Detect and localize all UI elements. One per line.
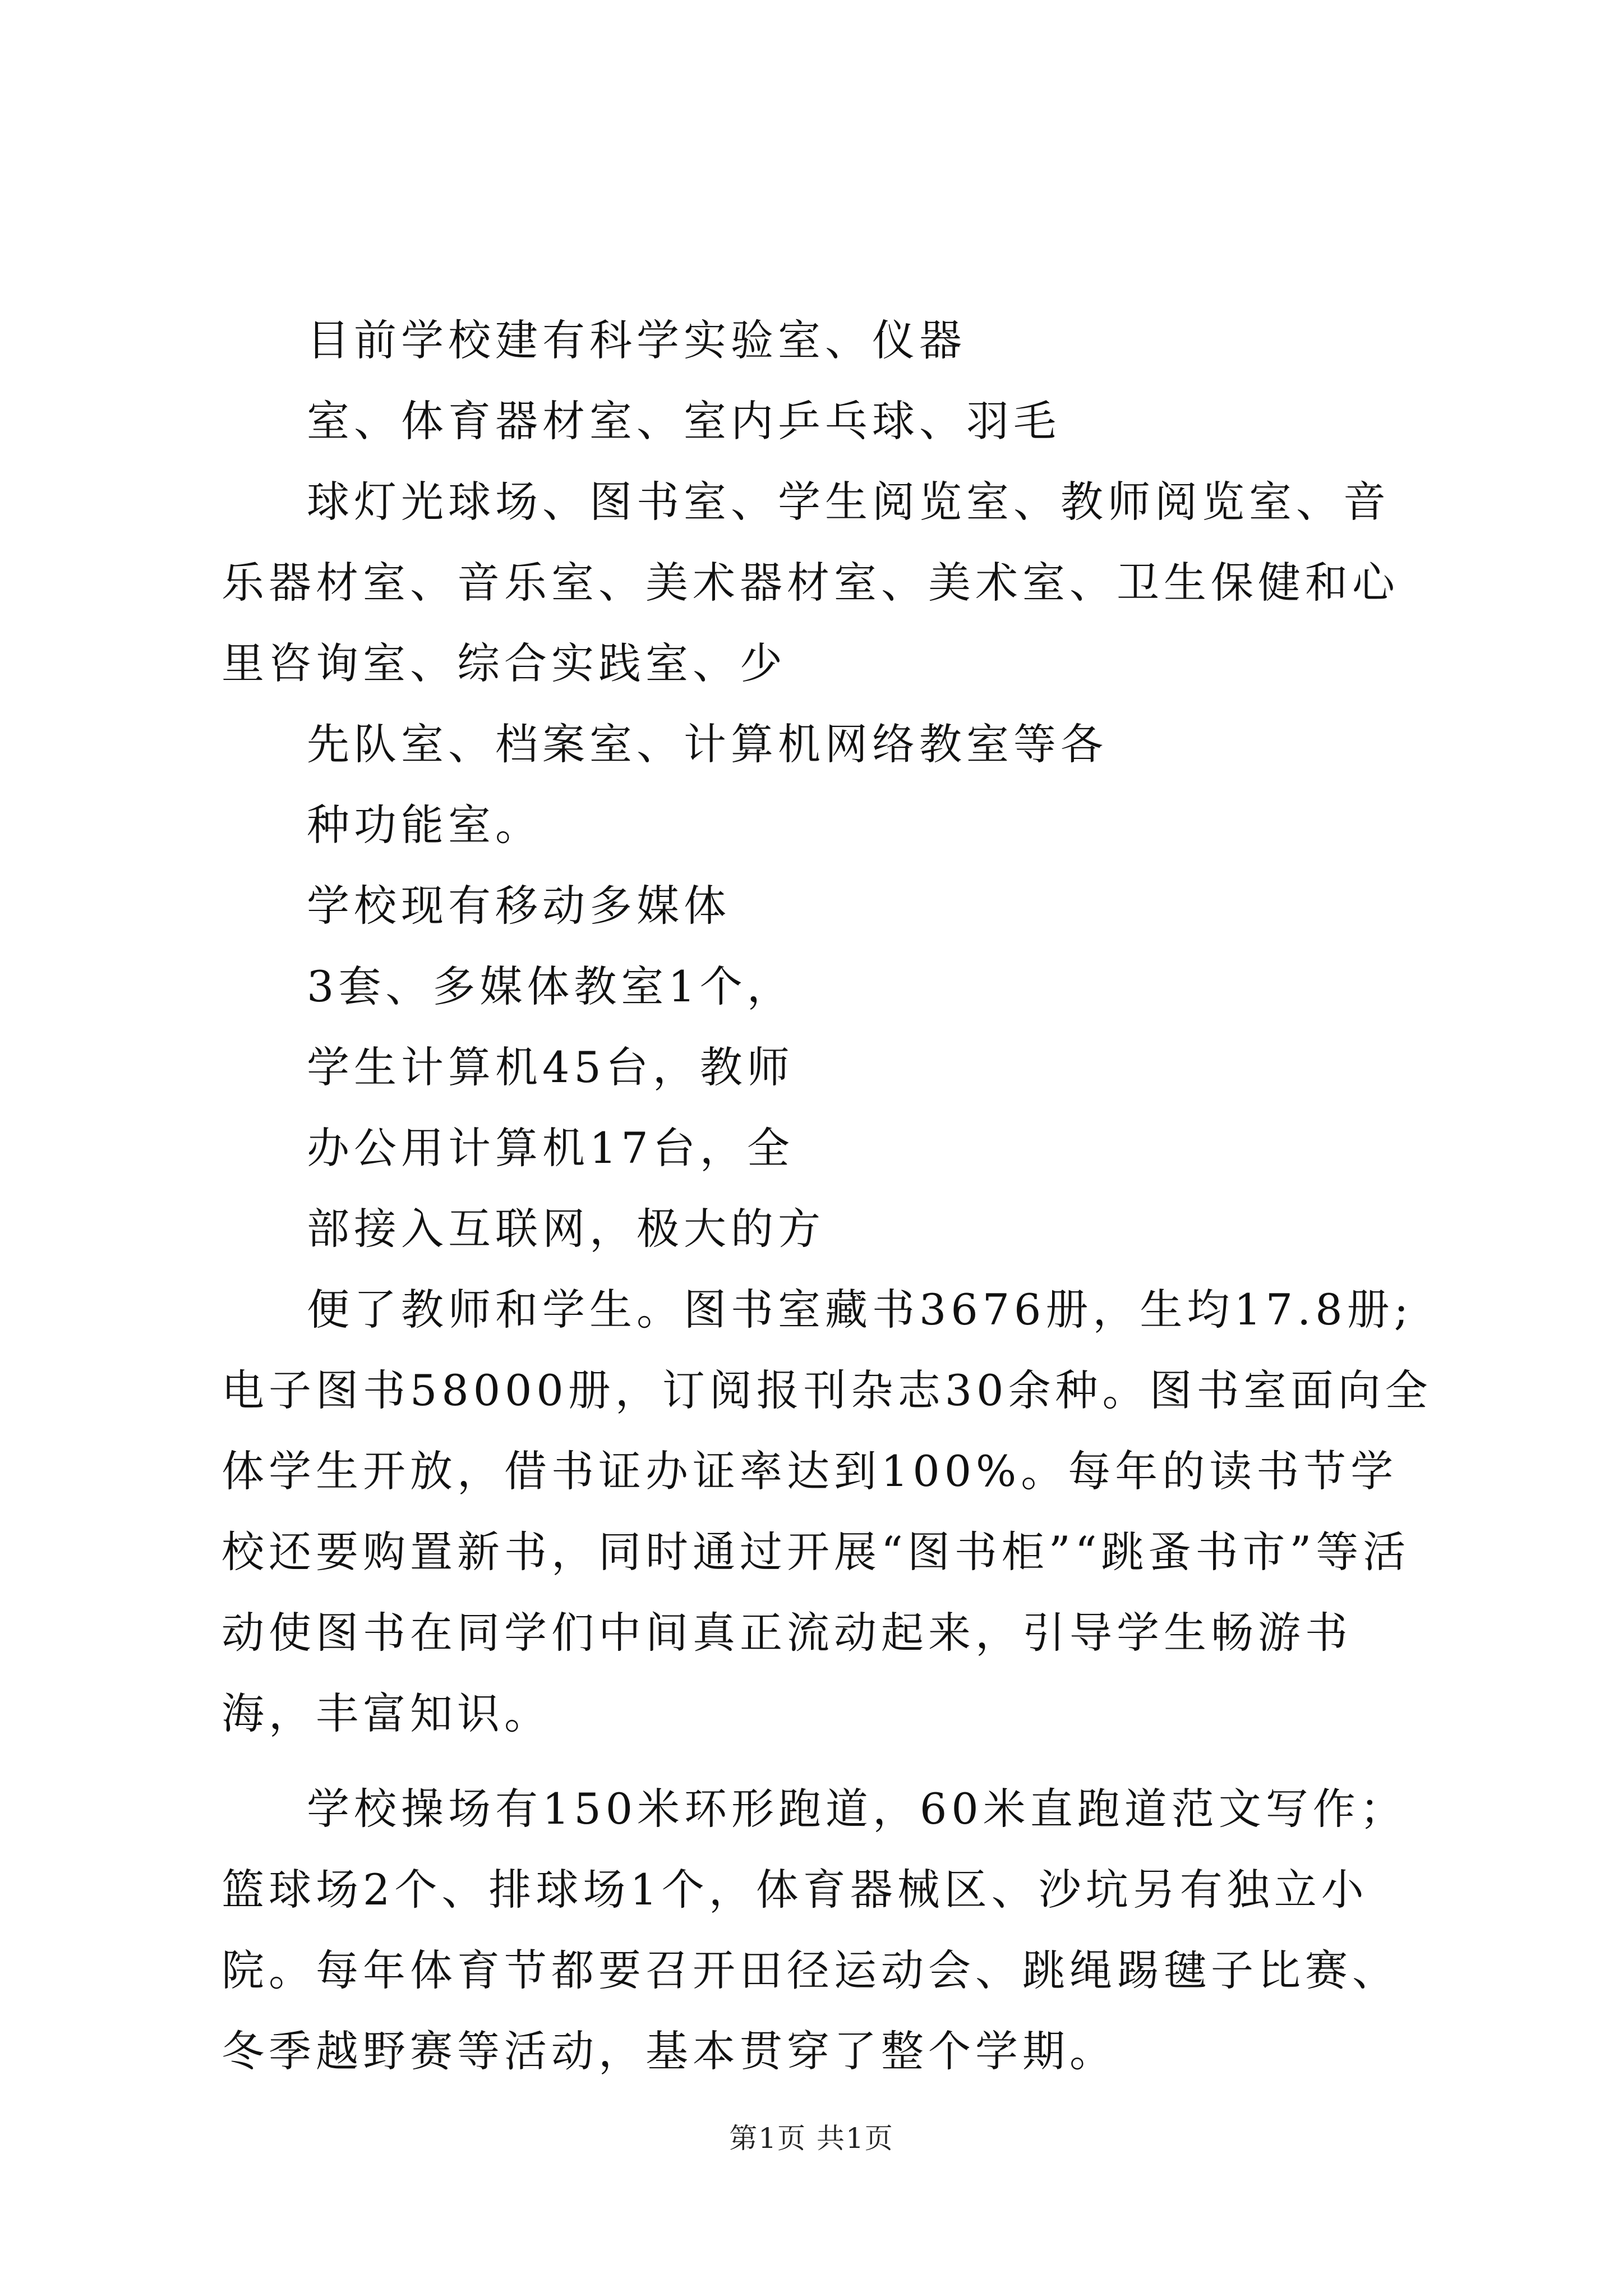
document-body	[222, 300, 1433, 2092]
paragraph-8: 学生计算机45台，教师	[307, 1042, 794, 1092]
paragraph-10: 部接入互联网，极大的方	[307, 1204, 825, 1254]
paragraph-7: 3套、多媒体教室1个，	[307, 961, 794, 1011]
paragraph-6: 学校现有移动多媒体	[307, 881, 731, 931]
paragraph-3: 球灯光球场、图书室、学生阅览室、教师阅览室、音乐器材室、音乐室、美术器材室、美术室、卫生保健和心里咨询室、综合实践室、少	[222, 477, 1399, 688]
paragraph-5: 种功能室。	[307, 800, 542, 850]
page-number-footer: 第1页 共1页	[729, 2122, 894, 2155]
paragraph-11: 便了教师和学生。图书室藏书3676册，生均17.8册;电子图书58000册，订阅报刊杂志30余种。图书室面向全体学生开放，借书证办证率达到100%。每年的读书节学校还要购置新书，同时通过开展“图书柜”“跳蚤书市”等活动使图书在同学们中间真正流动起来，引导学生畅游书海，丰富知识。	[222, 1285, 1432, 1738]
paragraph-9: 办公用计算机17台，全	[307, 1123, 794, 1173]
paragraph-12: 学校操场有150米环形跑道，60米直跑道范文写作；篮球场2个、排球场1个，体育器械区、沙坑另有独立小院。每年体育节都要召开田径运动会、跳绳踢毽子比赛、冬季越野赛等活动，基本贯穿了整个学期。	[222, 1784, 1407, 2076]
paragraph-2: 室、体育器材室、室内乒乓球、羽毛	[307, 396, 1061, 446]
paragraph-1: 目前学校建有科学实验室、仪器	[307, 315, 966, 365]
paragraph-4: 先队室、档案室、计算机网络教室等各	[307, 719, 1108, 769]
